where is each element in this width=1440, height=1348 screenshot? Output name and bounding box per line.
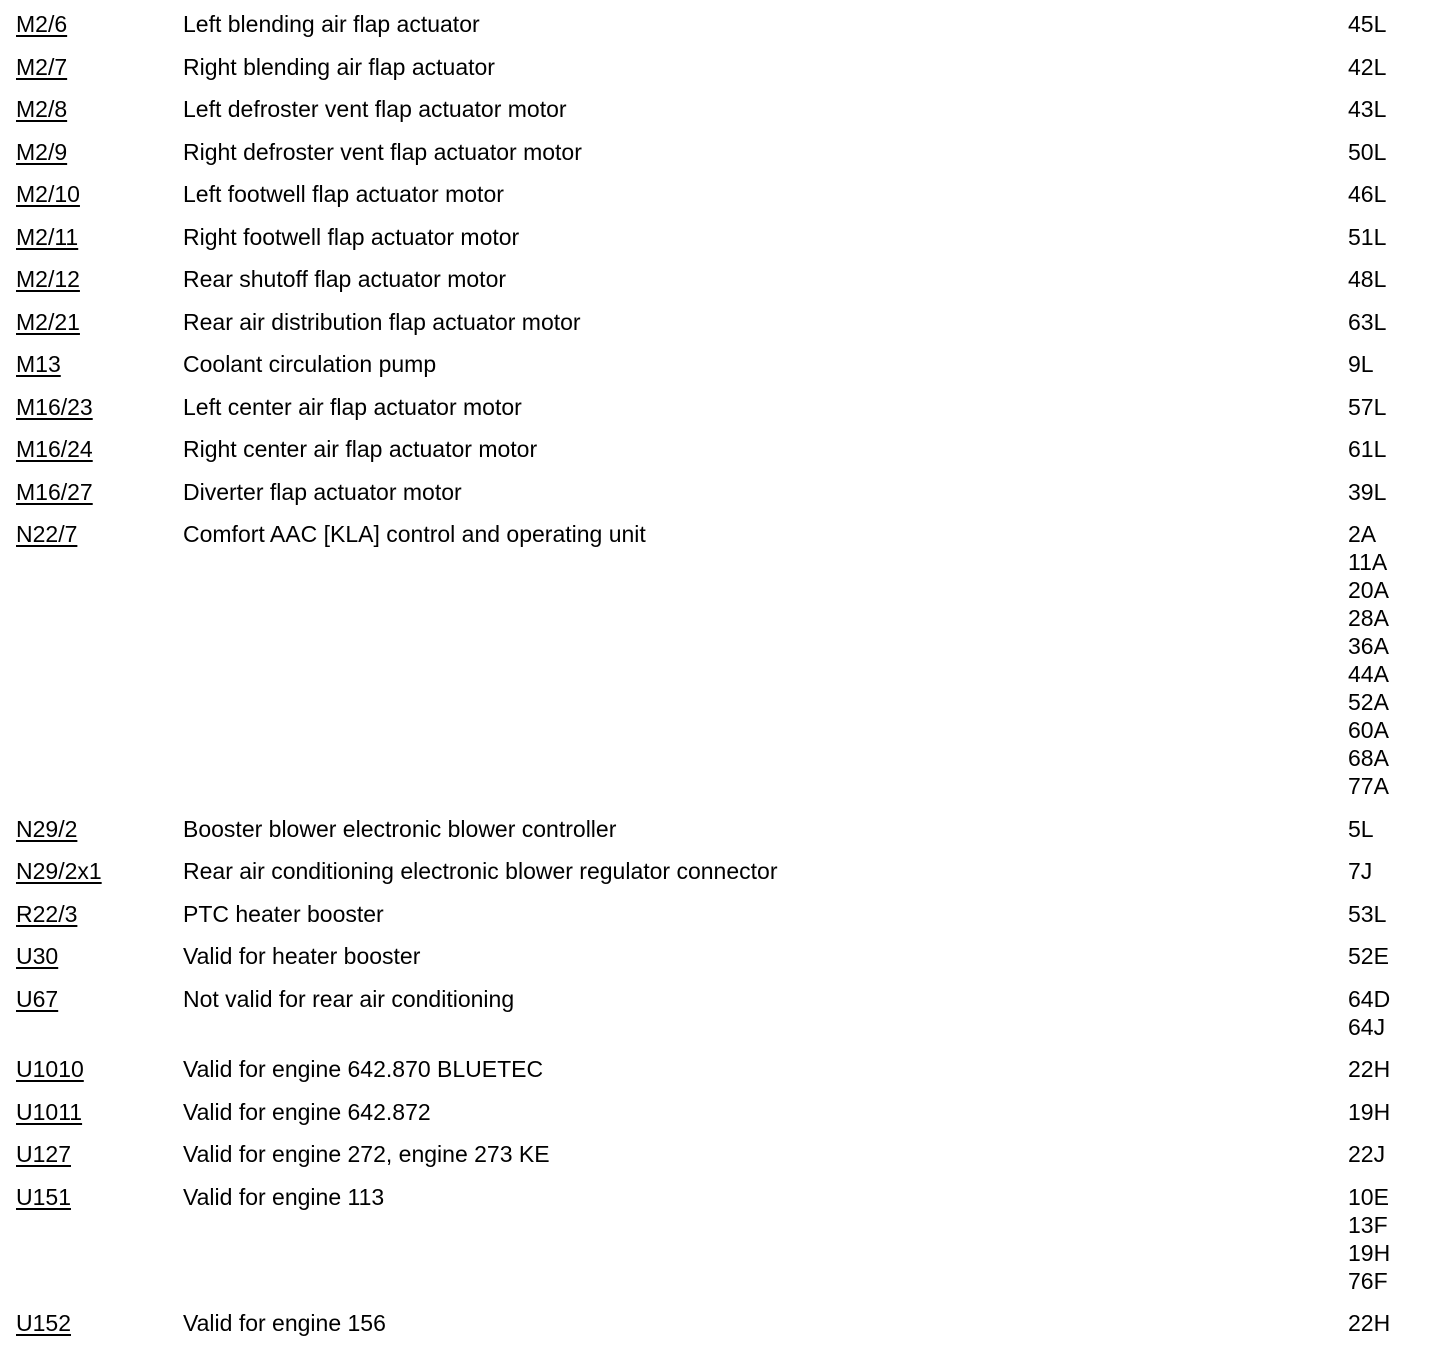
legend-row	[0, 170, 1440, 213]
grid-reference: 52A	[1348, 689, 1389, 715]
grid-reference: 13F	[1348, 1211, 1388, 1238]
legend-row	[0, 43, 1440, 86]
component-description: Booster blower electronic blower controller	[183, 815, 617, 842]
grid-reference: 46L	[1348, 181, 1387, 207]
component-code-link[interactable]: N22/7	[16, 521, 78, 547]
legend-row	[0, 425, 1440, 468]
legend-row	[0, 383, 1440, 426]
grid-reference: 60A	[1348, 717, 1389, 743]
component-description: Right footwell flap actuator motor	[183, 223, 520, 250]
legend-row	[0, 1130, 1440, 1173]
grid-reference-list	[1348, 138, 1440, 166]
component-description: PTC heater booster	[183, 900, 384, 927]
grid-reference: 43L	[1348, 96, 1387, 122]
component-description: Rear shutoff flap actuator motor	[183, 266, 507, 292]
component-code-link[interactable]: M2/8	[16, 96, 68, 122]
component-description: Left defroster vent flap actuator motor	[183, 96, 567, 122]
grid-reference: 76F	[1348, 1267, 1388, 1294]
legend-row	[0, 1088, 1440, 1131]
component-description: Valid for engine 642.872	[183, 1098, 431, 1125]
grid-reference: 52E	[1348, 943, 1389, 969]
grid-reference-list	[1348, 520, 1440, 800]
component-description: Comfort AAC [KLA] control and operating unit	[183, 521, 646, 547]
component-description: Rear air conditioning electronic blower regulator connector	[183, 858, 778, 884]
grid-reference: 50L	[1348, 138, 1387, 165]
legend-row	[0, 298, 1440, 341]
component-description: Valid for engine 272, engine 273 KE	[183, 1141, 550, 1167]
component-code-link[interactable]: M2/10	[16, 181, 80, 207]
component-description: Coolant circulation pump	[183, 351, 437, 377]
grid-reference: 19H	[1348, 1098, 1391, 1125]
component-code-link[interactable]: R22/3	[16, 900, 78, 927]
grid-reference-list	[1348, 1183, 1440, 1295]
component-description: Right defroster vent flap actuator motor	[183, 138, 582, 165]
component-code-link[interactable]: M2/21	[16, 308, 80, 335]
grid-reference-list	[1348, 265, 1440, 293]
grid-reference-list	[1348, 308, 1440, 336]
component-description: Valid for engine 156	[183, 1310, 386, 1336]
grid-reference: 5L	[1348, 815, 1374, 842]
grid-reference-list	[1348, 1098, 1440, 1126]
legend-row	[0, 1299, 1440, 1342]
component-code-link[interactable]: M2/6	[16, 11, 68, 37]
grid-reference-list	[1348, 180, 1440, 208]
grid-reference-list	[1348, 942, 1440, 970]
component-code-link[interactable]: U152	[16, 1310, 71, 1336]
grid-reference: 61L	[1348, 436, 1387, 462]
component-description: Valid for heater booster	[183, 943, 421, 969]
grid-reference: 44A	[1348, 661, 1389, 687]
component-code-link[interactable]: U67	[16, 985, 59, 1012]
component-code-link[interactable]: M16/24	[16, 436, 93, 462]
legend-row	[0, 468, 1440, 511]
grid-reference-list	[1348, 1055, 1440, 1083]
grid-reference: 7J	[1348, 858, 1373, 884]
grid-reference: 2A	[1348, 521, 1377, 547]
grid-reference: 22J	[1348, 1141, 1386, 1167]
component-code-link[interactable]: M16/23	[16, 393, 93, 420]
component-description: Valid for engine 642.870 BLUETEC	[183, 1056, 544, 1082]
grid-reference: 57L	[1348, 393, 1387, 420]
grid-reference: 20A	[1348, 577, 1389, 603]
component-code-link[interactable]: U1011	[16, 1098, 83, 1125]
grid-reference-list	[1348, 1309, 1440, 1337]
legend-row	[0, 1045, 1440, 1088]
component-description: Left footwell flap actuator motor	[183, 181, 504, 207]
grid-reference: 63L	[1348, 308, 1387, 335]
legend-row	[0, 340, 1440, 383]
grid-reference: 64J	[1348, 1013, 1386, 1040]
component-description: Diverter flap actuator motor	[183, 478, 462, 505]
legend-row	[0, 85, 1440, 128]
grid-reference: 45L	[1348, 11, 1387, 37]
grid-reference: 28A	[1348, 605, 1389, 631]
component-description: Not valid for rear air conditioning	[183, 985, 515, 1012]
grid-reference: 77A	[1348, 773, 1389, 799]
grid-reference-list	[1348, 350, 1440, 378]
component-code-link[interactable]: N29/2	[16, 815, 78, 842]
component-code-link[interactable]: M2/12	[16, 266, 80, 292]
grid-reference: 53L	[1348, 900, 1387, 927]
component-code-link[interactable]: M16/27	[16, 478, 93, 505]
grid-reference-list	[1348, 95, 1440, 123]
component-code-link[interactable]: M2/9	[16, 138, 68, 165]
component-description: Right blending air flap actuator	[183, 53, 495, 80]
grid-reference-list	[1348, 478, 1440, 506]
component-description: Left center air flap actuator motor	[183, 393, 522, 420]
legend-row	[0, 510, 1440, 805]
component-code-link[interactable]: U151	[16, 1183, 71, 1210]
legend-row	[0, 128, 1440, 171]
component-code-link[interactable]: U1010	[16, 1056, 84, 1082]
grid-reference: 64D	[1348, 985, 1391, 1012]
component-code-link[interactable]: N29/2x1	[16, 858, 102, 884]
grid-reference: 11A	[1348, 549, 1388, 575]
component-description: Right center air flap actuator motor	[183, 436, 538, 462]
grid-reference-list	[1348, 393, 1440, 421]
component-code-link[interactable]: M13	[16, 351, 61, 377]
grid-reference-list	[1348, 53, 1440, 81]
legend-row	[0, 213, 1440, 256]
grid-reference-list	[1348, 223, 1440, 251]
grid-reference-list	[1348, 435, 1440, 463]
grid-reference: 39L	[1348, 478, 1387, 505]
grid-reference-list	[1348, 10, 1440, 38]
grid-reference: 68A	[1348, 745, 1389, 771]
component-code-link[interactable]: M2/11	[16, 223, 79, 250]
grid-reference-list	[1348, 857, 1440, 885]
legend-row	[0, 255, 1440, 298]
component-description: Valid for engine 113	[183, 1183, 385, 1210]
grid-reference-list	[1348, 1140, 1440, 1168]
component-code-link[interactable]: M2/7	[16, 53, 68, 80]
component-code-link[interactable]: U127	[16, 1141, 71, 1167]
legend-row	[0, 932, 1440, 975]
grid-reference: 19H	[1348, 1239, 1391, 1266]
grid-reference: 22H	[1348, 1056, 1391, 1082]
legend-row	[0, 1173, 1440, 1300]
grid-reference: 10E	[1348, 1183, 1389, 1210]
component-description: Rear air distribution flap actuator motor	[183, 308, 581, 335]
legend-row	[0, 805, 1440, 848]
legend-row	[0, 890, 1440, 933]
grid-reference: 22H	[1348, 1310, 1391, 1336]
grid-reference-list	[1348, 900, 1440, 928]
grid-reference-list	[1348, 815, 1440, 843]
grid-reference: 36A	[1348, 633, 1389, 659]
grid-reference: 9L	[1348, 351, 1374, 377]
grid-reference: 48L	[1348, 266, 1387, 292]
grid-reference: 42L	[1348, 53, 1387, 80]
component-code-link[interactable]: U30	[16, 943, 59, 969]
legend-row	[0, 0, 1440, 43]
legend-row	[0, 847, 1440, 890]
legend-row	[0, 975, 1440, 1046]
grid-reference: 51L	[1348, 223, 1387, 250]
component-description: Left blending air flap actuator	[183, 11, 480, 37]
grid-reference-list	[1348, 985, 1440, 1041]
